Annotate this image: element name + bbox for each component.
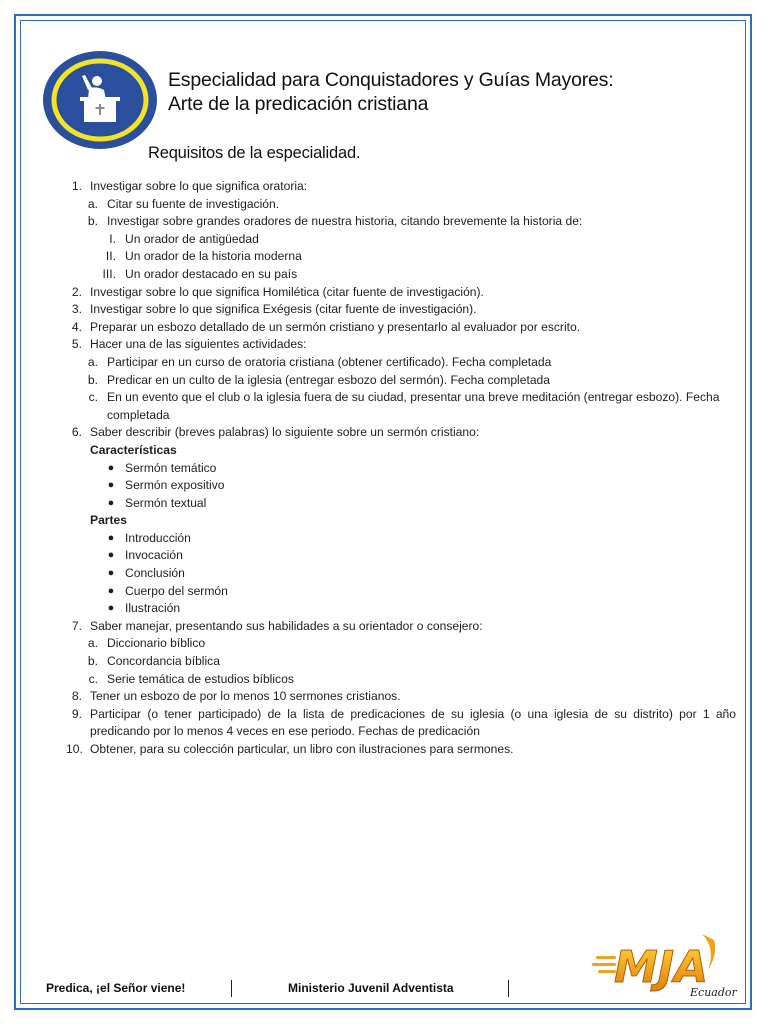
list-item <box>66 231 736 249</box>
item-marker: c. <box>88 390 98 405</box>
list-item <box>66 671 736 689</box>
title-line-1: Especialidad para Conquistadores y Guías Mayores: <box>168 69 614 91</box>
item-marker: a. <box>87 196 98 211</box>
item-text: Un orador de antigüedad <box>125 231 259 246</box>
item-marker: b. <box>87 654 98 669</box>
footer-divider <box>231 980 232 997</box>
list-item <box>66 319 736 337</box>
item-text: Concordancia bíblica <box>107 654 220 669</box>
list-item <box>66 336 736 354</box>
requirements-list <box>66 178 736 759</box>
item-text: Diccionario bíblico <box>107 636 206 651</box>
list-item <box>66 653 736 671</box>
item-marker: 9. <box>71 706 82 721</box>
list-item <box>66 284 736 302</box>
list-item <box>66 706 736 741</box>
bullet-icon: ● <box>107 584 115 597</box>
item-marker: b. <box>87 372 98 387</box>
bullet-icon: ● <box>107 496 115 509</box>
page-title <box>168 68 613 116</box>
item-marker: 10. <box>66 742 83 756</box>
bullet-icon: ● <box>107 602 115 615</box>
footer-ministry: Ministerio Juvenil Adventista <box>288 981 454 995</box>
item-text: Participar (o tener participado) de la lista de predicaciones de su iglesia (o una iglesia de su distrito) por 1 año predicando por lo menos 4 veces en ese periodo. Fechas de predicación <box>90 706 736 739</box>
item-marker: 3. <box>71 302 82 317</box>
list-item <box>66 565 736 583</box>
item-marker: 5. <box>71 337 82 352</box>
item-text: Sermón temático <box>125 460 217 475</box>
item-marker: 1. <box>71 179 82 193</box>
section-heading-parts: Partes <box>90 513 127 528</box>
item-text: Investigar sobre lo que significa oratoria: <box>90 179 308 193</box>
item-text: Investigar sobre grandes oradores de nuestra historia, citando brevemente la historia de: <box>107 214 583 229</box>
list-item <box>66 600 736 618</box>
list-item <box>66 688 736 706</box>
list-item <box>66 495 736 513</box>
item-marker: 6. <box>71 425 82 440</box>
item-text: Tener un esbozo de por lo menos 10 sermones cristianos. <box>90 689 401 704</box>
item-text: En un evento que el club o la iglesia fuera de su ciudad, presentar una breve meditación (entregar esbozo). Fecha completada <box>107 390 720 422</box>
list-item <box>66 530 736 548</box>
item-marker: a. <box>87 354 98 369</box>
footer-slogan: Predica, ¡el Señor viene! <box>46 981 186 995</box>
list-item <box>66 178 736 196</box>
item-text: Serie temática de estudios bíblicos <box>107 671 294 686</box>
title-line-2: Arte de la predicación cristiana <box>168 93 429 115</box>
item-text: Sermón expositivo <box>125 478 225 493</box>
page-subtitle: Requisitos de la especialidad. <box>148 144 361 162</box>
item-text: Invocación <box>125 548 183 563</box>
item-text: Ilustración <box>125 601 181 616</box>
list-item <box>66 213 736 231</box>
item-marker: 8. <box>71 689 82 704</box>
item-marker: c. <box>88 671 98 686</box>
list-item <box>66 635 736 653</box>
logo-script-text: Ecuador <box>690 986 737 999</box>
item-text: Saber describir (breves palabras) lo siguiente sobre un sermón cristiano: <box>90 425 480 440</box>
item-text: Cuerpo del sermón <box>125 583 228 598</box>
footer-divider <box>508 980 509 997</box>
item-marker: 4. <box>71 319 82 334</box>
list-item <box>66 301 736 319</box>
item-marker: 7. <box>71 618 82 633</box>
list-item <box>66 547 736 565</box>
item-text: Conclusión <box>125 566 185 581</box>
list-item <box>66 741 736 759</box>
list-item <box>66 354 736 372</box>
specialty-badge-icon <box>42 50 158 150</box>
item-marker: III. <box>102 266 116 281</box>
list-item <box>66 372 736 390</box>
item-text: Saber manejar, presentando sus habilidades a su orientador o consejero: <box>90 618 483 633</box>
logo-text: MJA <box>614 942 709 993</box>
list-item <box>66 618 736 636</box>
item-text: Obtener, para su colección particular, un libro con ilustraciones para sermones. <box>90 742 514 756</box>
item-text: Hacer una de las siguientes actividades: <box>90 337 307 352</box>
item-text: Investigar sobre lo que significa Exégesis (citar fuente de investigación). <box>90 302 477 317</box>
item-marker: b. <box>87 214 98 229</box>
list-item <box>66 389 736 424</box>
mja-logo-icon <box>590 930 740 1004</box>
item-text: Preparar un esbozo detallado de un sermón cristiano y presentarlo al evaluador por escrito. <box>90 319 581 334</box>
section-heading-characteristics: Características <box>90 442 177 457</box>
list-item <box>66 477 736 495</box>
item-marker: a. <box>87 636 98 651</box>
item-marker: 2. <box>71 284 82 299</box>
item-text: Un orador destacado en su país <box>125 266 298 281</box>
bullet-icon: ● <box>107 461 115 474</box>
bullet-icon: ● <box>107 567 115 580</box>
item-text: Citar su fuente de investigación. <box>107 196 280 211</box>
item-text: Participar en un curso de oratoria cristiana (obtener certificado). Fecha completada <box>107 354 552 369</box>
item-text: Predicar en un culto de la iglesia (entregar esbozo del sermón). Fecha completada <box>107 372 551 387</box>
item-text: Investigar sobre lo que significa Homilética (citar fuente de investigación). <box>90 284 484 299</box>
list-item <box>66 248 736 266</box>
bullet-icon: ● <box>107 549 115 562</box>
list-item <box>66 583 736 601</box>
list-item <box>66 424 736 442</box>
list-item <box>66 266 736 284</box>
item-marker: I. <box>109 231 116 246</box>
bullet-icon: ● <box>107 479 115 492</box>
list-item <box>66 196 736 214</box>
bullet-icon: ● <box>107 531 115 544</box>
list-item <box>66 460 736 478</box>
item-text: Un orador de la historia moderna <box>125 249 302 264</box>
item-text: Introducción <box>125 530 191 545</box>
item-text: Sermón textual <box>125 495 207 510</box>
item-marker: II. <box>105 249 116 264</box>
